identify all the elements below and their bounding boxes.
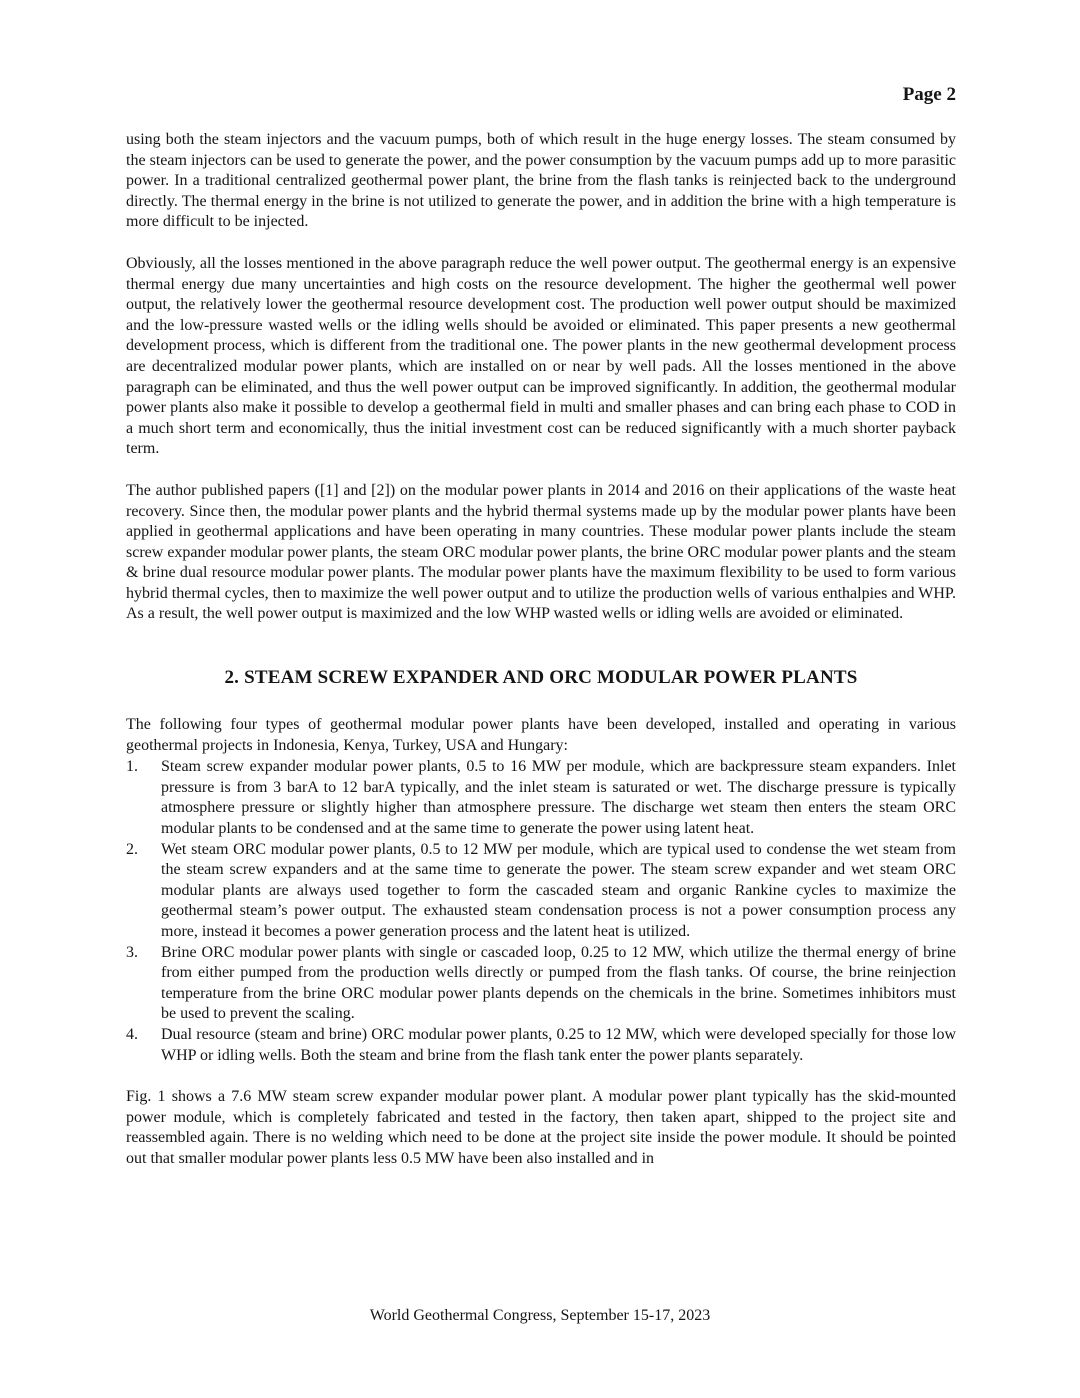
list-item [126, 757, 956, 839]
list-item-number: 2. [126, 840, 138, 858]
list-item-text: Brine ORC modular power plants with single or cascaded loop, 0.25 to 12 MW, which utilize the thermal energy of brine from either pumped from the production wells directly or pumped from the flash tanks. Of course, the brine reinjection temperature from the brine ORC modular power plants depends on the chemicals in the brine. Sometimes inhibitors must be used to prevent the scaling. [161, 943, 956, 1023]
list-item-text: Wet steam ORC modular power plants, 0.5 to 12 MW per module, which are typical used to condense the wet steam from the steam screw expanders and at the same time to generate the power. The steam screw expander and wet steam ORC modular plants are always used together to form the cascaded steam and organic Rankine cycles to maximize the geothermal steam’s power output. The exhausted steam condensation process is not a power consumption process any more, instead it becomes a power generation process and the latent heat is utilized. [161, 840, 956, 940]
closing-paragraph: Fig. 1 shows a 7.6 MW steam screw expander modular power plant. A modular power plant typically has the skid-mounted power module, which is completely fabricated and tested in the factory, then taken apart, shipped to the project site and reassembled again. There is no welding which need to be done at the project site inside the power module. It should be pointed out that smaller modular power plants less 0.5 MW have been also installed and in [126, 1088, 956, 1167]
section-heading: 2. STEAM SCREW EXPANDER AND ORC MODULAR POWER PLANTS [224, 667, 858, 689]
list-item-number: 4. [126, 1025, 138, 1043]
page-number: Page 2 [902, 84, 956, 105]
list-item-text: Steam screw expander modular power plants, 0.5 to 16 MW per module, which are backpressure steam expanders. Inlet pressure is from 3 barA to 12 barA typically, and the inlet steam is saturated or wet. The discharge pressure is typically atmosphere pressure or slightly higher than atmosphere pressure. The discharge wet steam then enters the steam ORC modular plants to be condensed and at the same time to generate the power using latent heat. [161, 758, 956, 838]
paragraph-2: Obviously, all the losses mentioned in the above paragraph reduce the well power output. The geothermal energy is an expensive thermal energy due many uncertainties and high costs on the resource development. The higher the geothermal well power output, the relatively lower the geothermal resource development cost. The production well power output should be maximized and the low-pressure wasted wells or the idling wells should be avoided or eliminated. This paper presents a new geothermal development process, which is different from the traditional one. The power plants in the new geothermal development process are decentralized modular power plants, which are installed on or near by well pads. All the losses mentioned in the above paragraph can be eliminated, and thus the well power output can be improved significantly. In addition, the geothermal modular power plants also make it possible to develop a geothermal field in multi and smaller phases and can bring each phase to COD in a much short term and economically, thus the initial investment cost can be reduced significantly with a much shorter payback term. [126, 254, 956, 458]
paragraph-3: The author published papers ([1] and [2]) on the modular power plants in 2014 and 2016 on their applications of the waste heat recovery. Since then, the modular power plants and the hybrid thermal systems made up by the modular power plants have been applied in geothermal applications and have been operating in many countries. These modular power plants include the steam screw expander modular power plants, the steam ORC modular power plants, the brine ORC modular power plants and the steam & brine dual resource modular power plants. The modular power plants have the maximum flexibility to be used to form various hybrid thermal cycles, then to maximize the well power output and to utilize the production wells of various enthalpies and WHP. As a result, the well power output is maximized and the low WHP wasted wells or idling wells are avoided or eliminated. [126, 481, 956, 623]
plant-type-list [126, 757, 956, 1066]
list-item-number: 1. [126, 758, 138, 776]
page-footer: World Geothermal Congress, September 15-17, 2023 [369, 1307, 711, 1324]
list-item-number: 3. [126, 943, 138, 961]
list-item [126, 840, 956, 943]
paragraph-1: using both the steam injectors and the vacuum pumps, both of which result in the huge energy losses. The steam consumed by the steam injectors can be used to generate the power, and the power consumption by the vacuum pumps add up to more parasitic power. In a traditional centralized geothermal power plant, the brine from the flash tanks is reinjected back to the underground directly. The thermal energy in the brine is not utilized to generate the power, and in addition the brine with a high temperature is more difficult to be injected. [126, 131, 956, 231]
list-item [126, 1025, 956, 1066]
list-item-text: Dual resource (steam and brine) ORC modular power plants, 0.25 to 12 MW, which were developed specially for those low WHP or idling wells. Both the steam and brine from the flash tank enter the power plants separately. [161, 1025, 956, 1064]
list-intro-paragraph: The following four types of geothermal modular power plants have been developed, installed and operating in various geothermal projects in Indonesia, Kenya, Turkey, USA and Hungary: [126, 716, 956, 754]
list-item [126, 943, 956, 1025]
